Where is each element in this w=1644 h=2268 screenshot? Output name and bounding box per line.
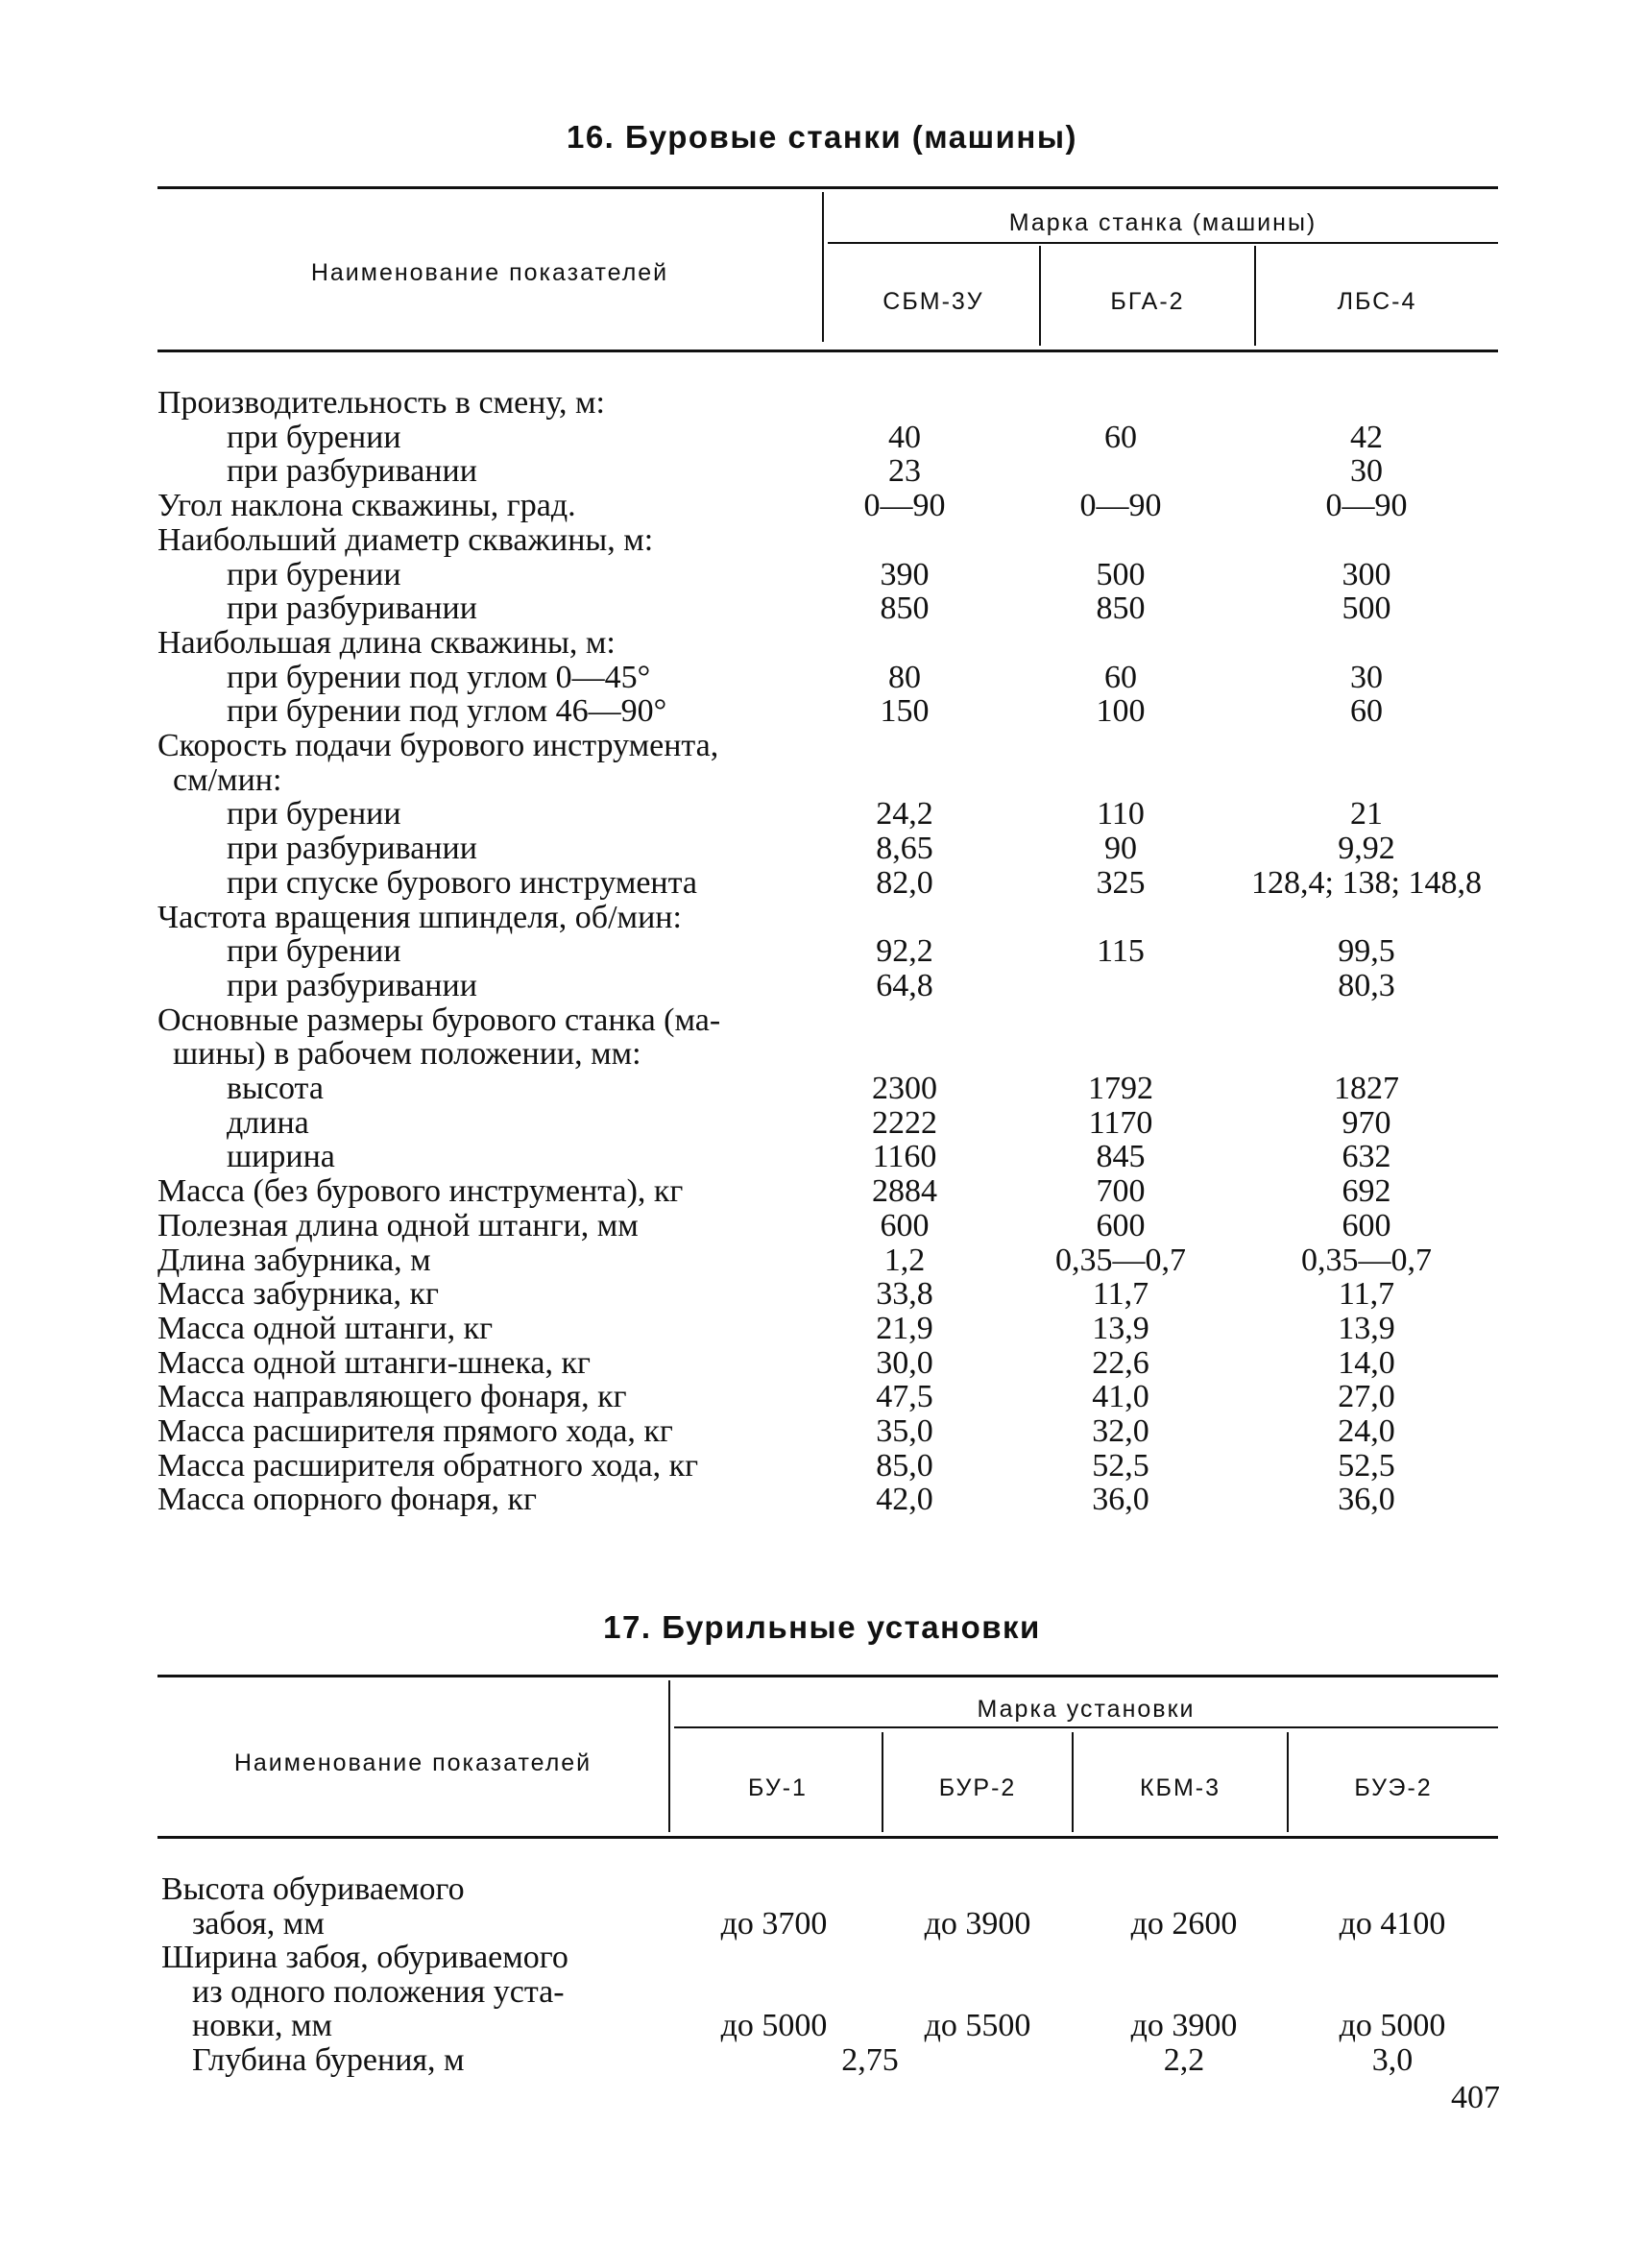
table16-row-label: при разбуривании bbox=[227, 591, 477, 627]
table16-cell: 30 bbox=[1350, 453, 1383, 490]
table16-row-header: Наименование показателей bbox=[310, 259, 669, 286]
table17-cell: до 2600 bbox=[1130, 1905, 1238, 1942]
table17-top-rule bbox=[157, 1675, 1498, 1677]
table16-cell: 1,2 bbox=[883, 1242, 926, 1278]
table16-cell: 33,8 bbox=[876, 1276, 933, 1313]
table16-row-label: Масса забурника, кг bbox=[157, 1276, 439, 1313]
table16-cell: 60 bbox=[1104, 659, 1137, 695]
table17-col-header: БУР-2 bbox=[938, 1774, 1017, 1801]
table16-cell: 1160 bbox=[872, 1139, 937, 1175]
table16-cell: 850 bbox=[1096, 591, 1146, 627]
table16-col-header: СБМ-3У bbox=[882, 288, 984, 315]
table16-cell: 1792 bbox=[1088, 1071, 1153, 1106]
table16-cell: 150 bbox=[880, 693, 930, 730]
table17-row-header: Наименование показателей bbox=[233, 1749, 592, 1776]
table16-cell: 80 bbox=[888, 659, 921, 695]
table16-cell: 600 bbox=[1096, 1207, 1146, 1243]
table16-cell: 8,65 bbox=[876, 831, 933, 867]
table16-group-rule bbox=[828, 242, 1498, 244]
table16-cell: 2222 bbox=[872, 1104, 937, 1141]
table17-cell: до 5000 bbox=[720, 2008, 828, 2043]
table16-row-label: при бурении под углом 0—45° bbox=[227, 659, 651, 695]
table17-col-header: БУЭ-2 bbox=[1354, 1774, 1433, 1801]
table16-cell: 0—90 bbox=[863, 488, 946, 524]
table16-cell: 845 bbox=[1096, 1139, 1146, 1175]
table16-row-label: при бурении под углом 46—90° bbox=[227, 693, 667, 730]
table17-cell: 2,75 bbox=[841, 2041, 899, 2078]
table16-row-label: при бурении bbox=[227, 419, 401, 455]
table16-row-label: Масса направляющего фонаря, кг bbox=[157, 1379, 627, 1415]
table16-cell: 110 bbox=[1097, 796, 1145, 832]
table16-row-label: при бурении bbox=[227, 556, 401, 592]
table16-cell: 500 bbox=[1342, 591, 1391, 627]
table16-col-header: БГА-2 bbox=[1110, 288, 1185, 315]
table16-title: 16. Буровые станки (машины) bbox=[566, 119, 1078, 155]
table16-cell: 99,5 bbox=[1338, 933, 1395, 970]
table16-cell: 32,0 bbox=[1092, 1413, 1149, 1449]
table16-cell: 0—90 bbox=[1325, 488, 1408, 524]
table16-group-header: Марка станка (машины) bbox=[1008, 209, 1318, 236]
table16-row-label: при разбуривании bbox=[227, 453, 477, 490]
table16-row-label: Масса расширителя прямого хода, кг bbox=[157, 1413, 673, 1449]
table16-row-label: при бурении bbox=[227, 933, 401, 970]
table16-row-label: Масса расширителя обратного хода, кг bbox=[157, 1447, 699, 1484]
table16-cell: 0,35—0,7 bbox=[1301, 1242, 1432, 1278]
table16-row-label: Основные размеры бурового станка (ма- bbox=[157, 1001, 721, 1038]
table17-col-header: БУ-1 bbox=[748, 1774, 808, 1801]
table16-cell: 82,0 bbox=[876, 864, 933, 901]
table16-header-bottom-rule bbox=[157, 350, 1498, 352]
table16-row-label: Производительность в смену, м: bbox=[157, 385, 605, 421]
table17-row-label: новки, мм bbox=[192, 2008, 332, 2043]
table16-cell: 13,9 bbox=[1092, 1310, 1149, 1346]
table16-cell: 2300 bbox=[872, 1071, 937, 1106]
table16-cell: 0,35—0,7 bbox=[1055, 1242, 1186, 1278]
table16-row-label: при разбуривании bbox=[227, 967, 477, 1003]
table16-cell: 1170 bbox=[1088, 1104, 1153, 1141]
page-number: 407 bbox=[1451, 2080, 1500, 2115]
table17-cell: 2,2 bbox=[1163, 2041, 1205, 2078]
table17-row-label: Глубина бурения, м bbox=[192, 2041, 465, 2078]
table17-row-label: Высота обуриваемого bbox=[161, 1871, 465, 1907]
table16-cell: 100 bbox=[1096, 693, 1146, 730]
table16-cell: 21,9 bbox=[876, 1310, 933, 1346]
table16-cell: 60 bbox=[1350, 693, 1383, 730]
table16-cell: 90 bbox=[1104, 831, 1137, 867]
table16-cell: 600 bbox=[880, 1207, 930, 1243]
table16-row-label: Масса одной штанги, кг bbox=[157, 1310, 494, 1346]
table17-group-header: Марка установки bbox=[977, 1696, 1196, 1723]
table16-cell: 24,2 bbox=[876, 796, 933, 832]
table16-row-label: Длина забурника, м bbox=[157, 1242, 431, 1278]
table17-cell: до 3900 bbox=[1130, 2008, 1238, 2043]
table16-cell: 21 bbox=[1350, 796, 1383, 832]
table16-header-divider bbox=[822, 192, 824, 342]
table16-cell: 11,7 bbox=[1338, 1276, 1395, 1313]
table16-row-label: Наибольшая длина скважины, м: bbox=[157, 624, 616, 661]
table16-cell: 692 bbox=[1342, 1173, 1391, 1210]
table16-row-label: Масса (без бурового инструмента), кг bbox=[157, 1173, 684, 1210]
table16-cell: 60 bbox=[1104, 419, 1137, 455]
table16-cell: 42 bbox=[1350, 419, 1383, 455]
table16-cell: 47,5 bbox=[876, 1379, 933, 1415]
table16-cell: 92,2 bbox=[876, 933, 933, 970]
table16-cell: 64,8 bbox=[876, 967, 933, 1003]
table16-cell: 2884 bbox=[872, 1173, 937, 1210]
table16-cell: 632 bbox=[1342, 1139, 1391, 1175]
table16-cell: 23 bbox=[888, 453, 921, 490]
table16-cell: 11,7 bbox=[1092, 1276, 1149, 1313]
table16-row-label: Частота вращения шпинделя, об/мин: bbox=[157, 899, 682, 935]
table16-row-label: Наибольший диаметр скважины, м: bbox=[157, 521, 654, 558]
table16-row-label: шины) в рабочем положении, мм: bbox=[173, 1036, 641, 1073]
table16-cell: 30 bbox=[1350, 659, 1383, 695]
table16-cell: 30,0 bbox=[876, 1344, 933, 1381]
table16-row-label: при спуске бурового инструмента bbox=[227, 864, 697, 901]
table16-cell: 40 bbox=[888, 419, 921, 455]
table16-cell: 52,5 bbox=[1092, 1447, 1149, 1484]
table16-cell: 85,0 bbox=[876, 1447, 933, 1484]
table16-cell: 1827 bbox=[1334, 1071, 1399, 1106]
table16-cell: 115 bbox=[1097, 933, 1145, 970]
table17-cell: 3,0 bbox=[1371, 2041, 1414, 2078]
table16-row-label: Масса одной штанги-шнека, кг bbox=[157, 1344, 591, 1381]
table16-cell: 0—90 bbox=[1079, 488, 1162, 524]
table16-row-label: ширина bbox=[227, 1139, 335, 1175]
table17-cell: до 5000 bbox=[1339, 2008, 1446, 2043]
table16-row-label: Скорость подачи бурового инструмента, bbox=[157, 728, 719, 763]
table16-cell: 300 bbox=[1342, 556, 1391, 592]
table16-cell: 22,6 bbox=[1092, 1344, 1149, 1381]
table16-row-label: высота bbox=[227, 1071, 324, 1106]
table16-row-label: Угол наклона скважины, град. bbox=[157, 488, 576, 524]
table16-cell: 42,0 bbox=[876, 1482, 933, 1518]
table16-cell: 390 bbox=[880, 556, 930, 592]
table16-cell: 36,0 bbox=[1092, 1482, 1149, 1518]
table16-cell: 36,0 bbox=[1338, 1482, 1395, 1518]
table17-cell: до 4100 bbox=[1339, 1905, 1446, 1942]
table17-row-label: забоя, мм bbox=[192, 1905, 325, 1942]
table16-cell: 13,9 bbox=[1338, 1310, 1395, 1346]
table16-cell: 700 bbox=[1096, 1173, 1146, 1210]
table16-col-header: ЛБС-4 bbox=[1337, 288, 1417, 315]
table17-group-rule bbox=[674, 1726, 1498, 1728]
table17-col-header: КБМ-3 bbox=[1139, 1774, 1221, 1801]
table16-row-label: длина bbox=[227, 1104, 309, 1141]
table17-cell: до 3700 bbox=[720, 1905, 828, 1942]
table16-top-rule bbox=[157, 186, 1498, 189]
table16-cell: 500 bbox=[1096, 556, 1146, 592]
table16-row-label: при разбуривании bbox=[227, 831, 477, 867]
table17-row-label: Ширина забоя, обуриваемого bbox=[161, 1940, 568, 1975]
table17-cell: до 3900 bbox=[924, 1905, 1031, 1942]
table16-cell: 600 bbox=[1342, 1207, 1391, 1243]
table16-row-label: см/мин: bbox=[173, 761, 282, 798]
table17-header-divider bbox=[668, 1680, 670, 1832]
table16-cell: 325 bbox=[1096, 864, 1146, 901]
table16-cell: 9,92 bbox=[1338, 831, 1395, 867]
table17-header-bottom-rule bbox=[157, 1836, 1498, 1839]
table16-cell: 24,0 bbox=[1338, 1413, 1395, 1449]
table16-row-label: при бурении bbox=[227, 796, 401, 832]
table16-cell: 970 bbox=[1342, 1104, 1391, 1141]
table17-title: 17. Бурильные установки bbox=[603, 1609, 1041, 1645]
table16-cell: 14,0 bbox=[1338, 1344, 1395, 1381]
table16-cell: 52,5 bbox=[1338, 1447, 1395, 1484]
table16-cell: 35,0 bbox=[876, 1413, 933, 1449]
table16-cell: 41,0 bbox=[1092, 1379, 1149, 1415]
table16-row-label: Масса опорного фонаря, кг bbox=[157, 1482, 537, 1518]
table16-cell: 850 bbox=[880, 591, 930, 627]
table16-row-label: Полезная длина одной штанги, мм bbox=[157, 1207, 639, 1243]
table16-cell: 80,3 bbox=[1338, 967, 1395, 1003]
table16-cell: 128,4; 138; 148,8 bbox=[1251, 864, 1482, 901]
table16-cell: 27,0 bbox=[1338, 1379, 1395, 1415]
table17-row-label: из одного положения уста- bbox=[192, 1973, 565, 2010]
table17-cell: до 5500 bbox=[924, 2008, 1031, 2043]
